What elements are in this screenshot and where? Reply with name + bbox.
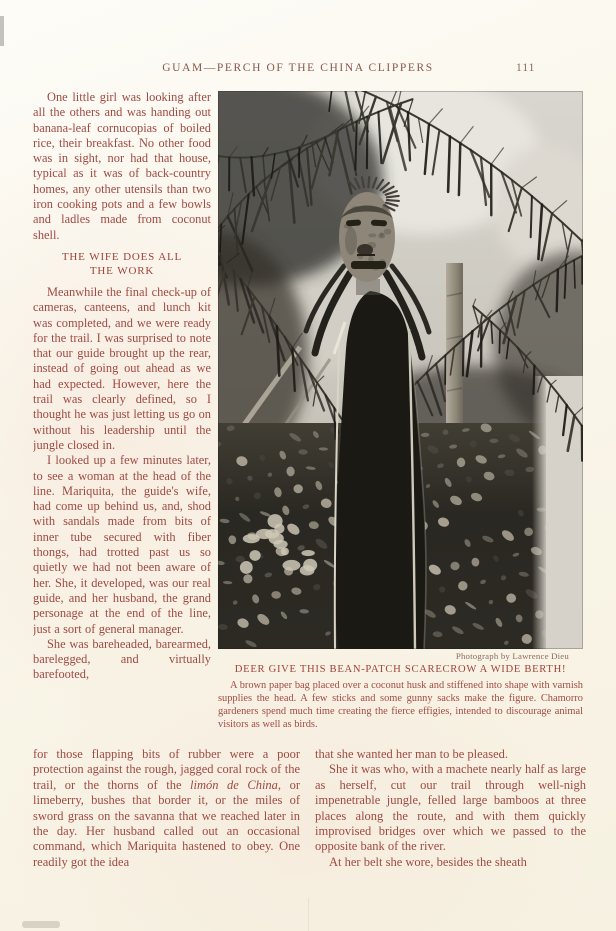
bottom-right-column — [315, 747, 586, 897]
caption-title: DEER GIVE THIS BEAN-PATCH SCARECROW A WIDE BERTH! — [234, 664, 567, 675]
scan-edge-artifact — [0, 16, 4, 46]
scan-smudge — [22, 921, 60, 928]
photo-credit: Photograph by Lawrence Dieu — [455, 651, 569, 661]
section-heading-line1: THE WIFE DOES ALL — [61, 250, 183, 263]
scarecrow-photo-illustration — [218, 91, 583, 649]
scarecrow-photograph — [218, 91, 583, 649]
paragraph: She it was who, with a machete nearly half as large as herself, cut our trail through well-nigh impenetrable jungle, felled large bamboos at three places along the route, and with them quickly improvised bridges over which we passed to the opposite bank of the river. — [315, 762, 586, 854]
run-after-italic: , or limeberry, bushes that border it, or the miles of sword grass on the savanna that we reached later in the day. Her husband called out an occasional command, which Mariquita hastened to obey. One readily got the idea — [33, 777, 300, 869]
paragraph: I looked up a few minutes later, to see a woman at the head of the line. Mariquita, the guide's wife, had come up behind us, and, shod with sandals made from bits of inner tube secured with fiber thongs, had trotted past us so quietly we had not been aware of her. She, it developed, was our real guide, and her husband, the grand personage at the end of the line, just a sort of general manager. — [33, 453, 211, 636]
caption-body: A brown paper bag placed over a coconut husk and stiffened into shape with varnish supplies the head. A few sticks and some gunny sacks make the figure. Chamorro gardeners spend much time creating the fierce effigies, intended to discourage animal visitors as well as birds. — [218, 680, 583, 730]
paragraph: At her belt she wore, besides the sheath — [329, 854, 527, 869]
page-crease — [308, 898, 309, 931]
paragraph-continuation — [33, 747, 300, 870]
bottom-text-section — [33, 747, 586, 897]
left-text-column — [33, 90, 211, 756]
section-heading-line2: THE WORK — [89, 265, 155, 278]
bottom-left-column — [33, 747, 300, 897]
paragraph-continuation: that she wanted her man to be pleased. — [315, 747, 508, 761]
page-number: 111 — [516, 62, 536, 74]
italic-phrase: limón de China — [190, 777, 278, 792]
section-heading — [33, 250, 211, 279]
running-head: GUAM—PERCH OF THE CHINA CLIPPERS — [162, 62, 434, 74]
photo-block — [218, 91, 583, 732]
paragraph: Meanwhile the final check-up of cameras, canteens, and lunch kit was completed, and we were ready for the trail. I was surprised to note that our guide brought up the rear, instead of going out ahead as we had expected. However, here the trail was clearly defined, so I thought he was just letting us go on without his leadership until the jungle closed in. — [33, 284, 211, 452]
run-before-italic: for those flapping bits of rubber were a poor protection against the rough, jagged coral rock of the trail, or the thorns of the — [33, 747, 300, 792]
paragraph: She was bareheaded, barearmed, barelegged, and virtually barefooted, — [33, 636, 211, 682]
paragraph: One little girl was looking after all the others and was handing out banana-leaf cornucopias of boiled rice, their breakfast. No other food was in sight, nor had that house, typical as it was of back-country homes, any other utensils than two iron cooking pots and a few bowls and ladles made from coconut shell. — [33, 90, 211, 242]
